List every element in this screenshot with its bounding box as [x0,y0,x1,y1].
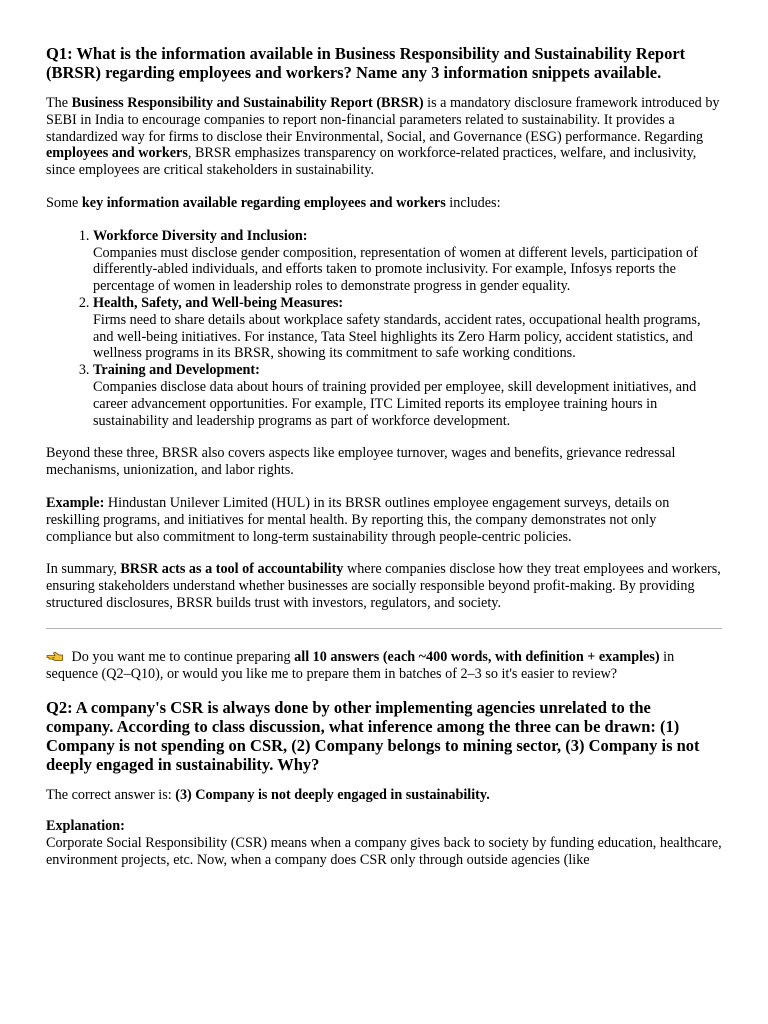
bold-text: employees and workers [46,145,188,162]
example-label: Example: [46,494,105,511]
list-item-title: 1. Workforce Diversity and Inclusion: [93,227,308,244]
q2-heading: Q2: A company's CSR is always done by other implementing agencies unrelated to the company. According to class discussion, what inference among the three can be drawn: (1) Company is not spending on CSR, (2) Company belongs to mining sector, (3) Company is not deeply engaged in sustainability. Why? [46,698,700,775]
q1-example-paragraph: Example: Hindustan Unilever Limited (HUL) in its BRSR outlines employee engagement surveys, details on reskilling programs, and initiatives for mental health. By reporting this, the company demonstrates not only compliance but also commitment to long-term sustainability through people-centric policies. [46,494,670,545]
list-item-title: 2. Health, Safety, and Well-being Measures: [93,294,344,311]
bold-text: (3) Company is not deeply engaged in sustainability. [175,787,490,804]
q1-keyinfo-paragraph: Some key information available regarding employees and workers includes: [46,194,501,211]
list-item-title: 3. Training and Development: [93,362,260,379]
bold-text: BRSR acts as a tool of accountability [120,561,344,578]
list-item-text: Companies must disclose gender composition, representation of women at different levels, participation of differently-abled individuals, and efforts taken to promote inclusivity. For example, Infosys reports the percentage of women in leadership roles to demonstrate progress in gender equality. [93,244,698,295]
section-divider [46,628,722,629]
explanation-label: Explanation: [46,818,125,835]
bold-text: all 10 answers (each ~400 words, with definition + examples) [294,648,660,665]
list-item [93,295,722,362]
pointing-hand-icon [46,650,64,662]
q1-heading: Q1: What is the information available in Business Responsibility and Sustainability Report (BRSR) regarding employees and workers? Name any 3 information snippets available. [46,44,686,82]
list-item-text: Firms need to share details about workplace safety standards, accident rates, occupational health programs, and well-being initiatives. For instance, Tata Steel highlights its Zero Harm policy, accident statistics, and wellness programs in its BRSR, showing its commitment to safe working conditions. [93,311,701,362]
bold-text: key information available regarding employees and workers [81,194,446,211]
q1-key-list [46,228,722,430]
bold-text: Business Responsibility and Sustainability Report (BRSR) [71,95,424,111]
q2-explanation-paragraph: Explanation: Corporate Social Responsibility (CSR) means when a company gives back to society by funding education, healthcare, environment projects, etc. Now, when a company does CSR only through outside agencies (like [46,818,722,868]
q1-beyond-paragraph: Beyond these three, BRSR also covers aspects like employee turnover, wages and benefits, grievance redressal mechanisms, unionization, and labor rights. [46,445,676,479]
continue-prompt-paragraph: Do you want me to continue preparing all 10 answers (each ~400 words, with definition + examples) in sequence (Q2–Q10), or would you like me to prepare them in batches of 2–3 so it's easier to review? [46,648,675,682]
list-item [93,228,722,295]
list-item-text: Companies disclose data about hours of training provided per employee, skill development initiatives, and career advancement opportunities. For example, ITC Limited reports its employee training hours in sustainability and leadership programs as part of workforce development. [93,378,697,429]
q1-intro-paragraph: The Business Responsibility and Sustainability Report (BRSR) is a mandatory disclosure framework introduced by SEBI in India to encourage companies to report non-financial parameters related to sustainability. It provides a standardized way for firms to disclose their Environmental, Social, and Governance (ESG) performance. Regarding employees and workers, BRSR emphasizes transparency on workforce-related practices, welfare, and inclusivity, since employees are critical stakeholders in sustainability. [46,95,720,179]
list-item [93,362,722,429]
q1-summary-paragraph: In summary, BRSR acts as a tool of accountability where companies disclose how they treat employees and workers, ensuring stakeholders understand whether businesses are socially responsible beyond profit-making. By providing structured disclosures, BRSR builds trust with investors, regulators, and society. [46,561,721,611]
q2-answer-paragraph: The correct answer is: (3) Company is not deeply engaged in sustainability. [46,787,490,804]
